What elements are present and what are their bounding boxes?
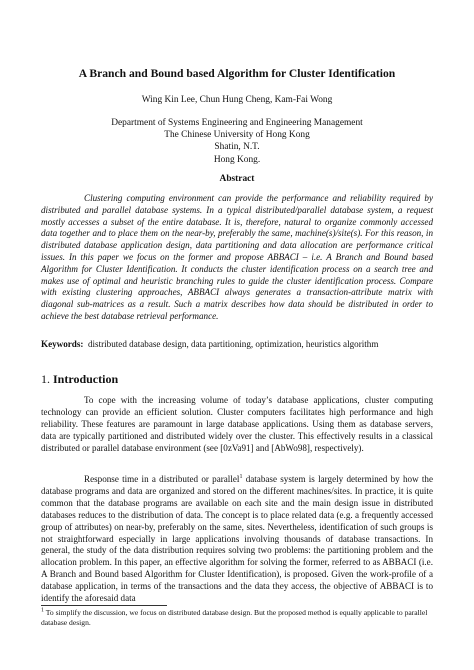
intro-paragraph-1: To cope with the increasing volume of today’s database applications, cluster computing technology can provide an efficient solution. Cluster computers facilitates high performance and high reliability. These features are paramount in large database applications. Using them as database servers, data are typically partitioned and distributed widely over the cluster. This effectively results in a classical distributed or parallel database environment (see [0zVa91] and [AbWo98], respectively). [41, 395, 433, 453]
abstract-text: Clustering computing environment can provide the performance and reliability required by distributed and parallel database systems. In a typical distributed/parallel database system, a request mostly accesses a subset of the entire database. It is, therefore, natural to organize commonly accessed data together and to place them on the near-by, preferably the same, machine(s)/site(s). For this reason, in distributed database application design, data partitioning and data allocation are performance critical issues. In this paper we focus on the former and propose ABBACI – i.e. A Branch and Bound based Algorithm for Cluster Identification. It conducts the cluster identification process on a search tree and makes use of optimal and heuristic branching rules to guide the cluster identification process. Compare with existing clustering approaches, ABBACI always generates a transaction-attribute matrix with diagonal sub-matrices as a result. Such a matrix describes how data should be distributed in order to achieve the best database retrieval performance. [41, 193, 433, 321]
affiliation-city: Shatin, N.T. [214, 142, 260, 153]
intro-paragraph-2 [41, 474, 433, 605]
affiliation-department: Department of Systems Engineering and Engineering Management [111, 118, 363, 128]
keywords-label: Keywords: [41, 339, 84, 349]
section-number: 1. [41, 372, 50, 386]
footnote-marker: 1 [41, 607, 44, 614]
affiliation-university: The Chinese University of Hong Kong [164, 130, 310, 141]
abstract-heading: Abstract [219, 174, 255, 184]
footnote-reference[interactable]: 1 [239, 473, 243, 480]
author-list: Wing Kin Lee, Chun Hung Cheng, Kam-Fai Wong [141, 95, 333, 105]
keywords-line [41, 339, 441, 349]
footnote [41, 608, 443, 627]
paragraph-2-start: Response time in a distributed or parallel [84, 474, 240, 484]
paragraph-2-rest: database system is largely determined by how the database programs and data are organized and stored on the different machines/sites. In practice, it is quite common that the database programs are available on each site and the main design issue in distributed databases reduces to the distribution of data. The concept is to place related data (e.g. a frequently accessed group of attributes) on near-by, preferably on the same, sites. Nevertheless, identification of such groups is not straightforward especially in large applications involving thousands of database transactions. In general, the study of the data distribution requires solving two problems: the partitioning problem and the allocation problem. In this paper, an effective algorithm for solving the former, referred to as ABBACI (i.e. A Branch and Bound based Algorithm for Cluster Identification), is proposed. Given the work-profile of a database application, in terms of the transactions and the data they access, the objective of ABBACI is to identify the aforesaid data [41, 474, 434, 604]
footnote-divider [41, 605, 167, 606]
paper-title: A Branch and Bound based Algorithm for Cluster Identification [78, 67, 396, 80]
footnote-text: To simplify the discussion, we focus on distributed database design. But the proposed method is equally applicable to parallel database design. [41, 608, 428, 627]
section-title: Introduction [53, 372, 119, 386]
affiliation-block [0, 117, 474, 166]
section-heading [41, 372, 118, 387]
affiliation-region: Hong Kong. [213, 154, 261, 165]
keywords-text: distributed database design, data partitioning, optimization, heuristics algorithm [87, 339, 379, 349]
